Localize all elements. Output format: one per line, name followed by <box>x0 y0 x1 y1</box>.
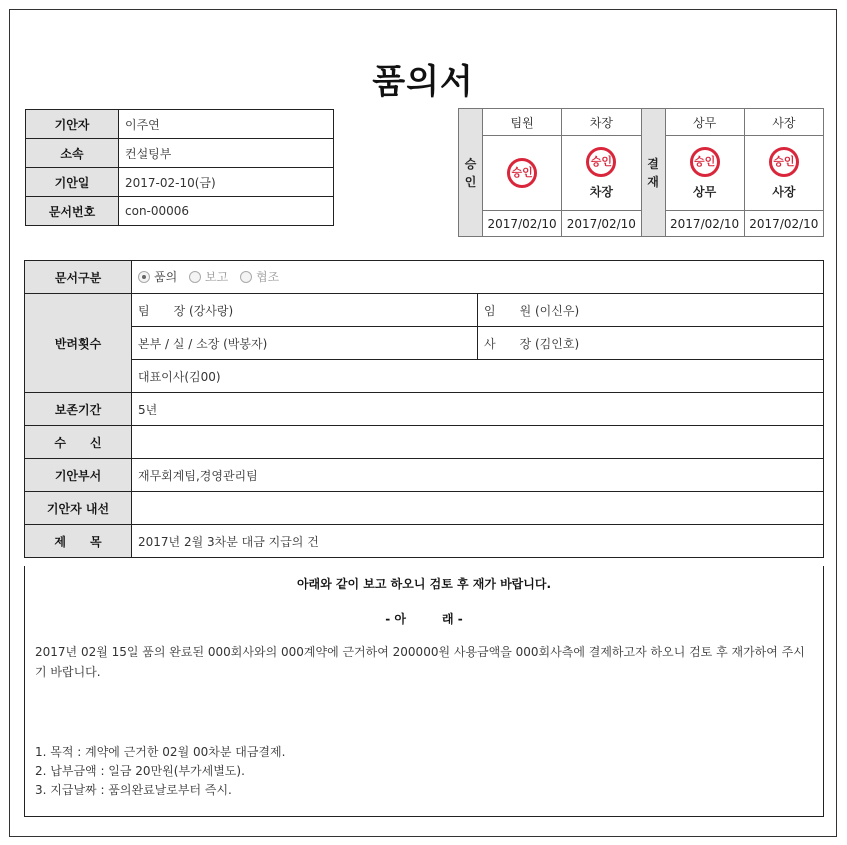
list-item: 1. 목적 : 계약에 근거한 02월 00차분 대금결제. <box>35 745 286 759</box>
approval-date: 2017/02/10 <box>562 211 641 237</box>
radio-option-bogo[interactable]: 보고 <box>189 268 228 285</box>
return-item: 팀 장 (강사랑) <box>132 294 478 327</box>
approval-stamp: 승인 <box>507 158 537 188</box>
info-row <box>26 139 334 168</box>
document-form-table <box>24 260 824 558</box>
info-label: 문서번호 <box>26 197 119 226</box>
approval-stamp: 승인 <box>769 147 799 177</box>
dept-value: 재무회계팀,경영관리팀 <box>132 459 824 492</box>
list-item: 2. 납부금액 : 일금 20만원(부가세별도). <box>35 764 245 778</box>
approval-role: 팀원 <box>483 109 562 136</box>
info-label: 소속 <box>26 139 119 168</box>
retention-label: 보존기간 <box>25 393 132 426</box>
drafter-info-table <box>25 109 334 226</box>
document-body <box>24 566 824 817</box>
body-paragraph: 2017년 02월 15일 품의 완료된 000회사와의 000계약에 근거하여 200000원 사용금액을 000회사측에 결제하고자 하오니 검토 후 재가하여 주시기 바랍니다. <box>35 645 805 679</box>
info-value: con-00006 <box>119 197 334 226</box>
retention-value: 5년 <box>132 393 824 426</box>
approval-table <box>458 108 824 237</box>
info-label: 기안자 <box>26 110 119 139</box>
radio-unchecked-icon[interactable] <box>240 271 252 283</box>
list-item: 3. 지급날짜 : 품의완료날로부터 즉시. <box>35 783 232 797</box>
radio-checked-icon[interactable] <box>138 271 150 283</box>
radio-option-hyeopjo[interactable]: 협조 <box>240 268 279 285</box>
document-title: 품의서 <box>372 62 474 102</box>
extension-label: 기안자 내선 <box>25 492 132 525</box>
info-row <box>26 197 334 226</box>
approver-name: 사장 <box>772 184 796 199</box>
dept-label: 기안부서 <box>25 459 132 492</box>
info-value: 이주연 <box>119 110 334 139</box>
recipient-label: 수 신 <box>25 426 132 459</box>
approval-role: 사장 <box>744 109 823 136</box>
recipient-value[interactable] <box>132 426 824 459</box>
return-item: 대표이사(김00) <box>132 360 824 393</box>
extension-value[interactable] <box>132 492 824 525</box>
return-count-label: 반려횟수 <box>25 294 132 393</box>
body-list <box>35 743 285 800</box>
approval-role: 차장 <box>562 109 641 136</box>
info-value: 2017-02-10(금) <box>119 168 334 197</box>
approval-cell <box>665 136 744 211</box>
body-below-marker: - 아 래 - <box>385 612 463 626</box>
return-item: 임 원 (이신우) <box>478 294 824 327</box>
approval-date: 2017/02/10 <box>744 211 823 237</box>
approver-name: 차장 <box>589 184 613 199</box>
info-value: 컨설팅부 <box>119 139 334 168</box>
approval-cell <box>483 136 562 211</box>
document-frame <box>9 9 837 837</box>
approval-group-label: 승 인 <box>459 109 483 237</box>
approver-name: 상무 <box>693 184 717 199</box>
approval-cell <box>562 136 641 211</box>
return-item: 사 장 (김인호) <box>478 327 824 360</box>
return-item: 본부 / 실 / 소장 (박봉자) <box>132 327 478 360</box>
radio-unchecked-icon[interactable] <box>189 271 201 283</box>
body-heading: 아래와 같이 보고 하오니 검토 후 재가 바랍니다. <box>296 577 552 591</box>
radio-option-pumui[interactable]: 품의 <box>138 268 177 285</box>
info-row <box>26 168 334 197</box>
approval-date: 2017/02/10 <box>483 211 562 237</box>
subject-value: 2017년 2월 3차분 대금 지급의 건 <box>132 525 824 558</box>
doc-type-radio-group <box>132 261 824 294</box>
approval-cell <box>744 136 823 211</box>
subject-label: 제 목 <box>25 525 132 558</box>
approval-stamp: 승인 <box>690 147 720 177</box>
doc-type-label: 문서구분 <box>25 261 132 294</box>
info-row <box>26 110 334 139</box>
approval-group-label: 결 재 <box>641 109 665 237</box>
approval-role: 상무 <box>665 109 744 136</box>
approval-date: 2017/02/10 <box>665 211 744 237</box>
info-label: 기안일 <box>26 168 119 197</box>
approval-stamp: 승인 <box>586 147 616 177</box>
